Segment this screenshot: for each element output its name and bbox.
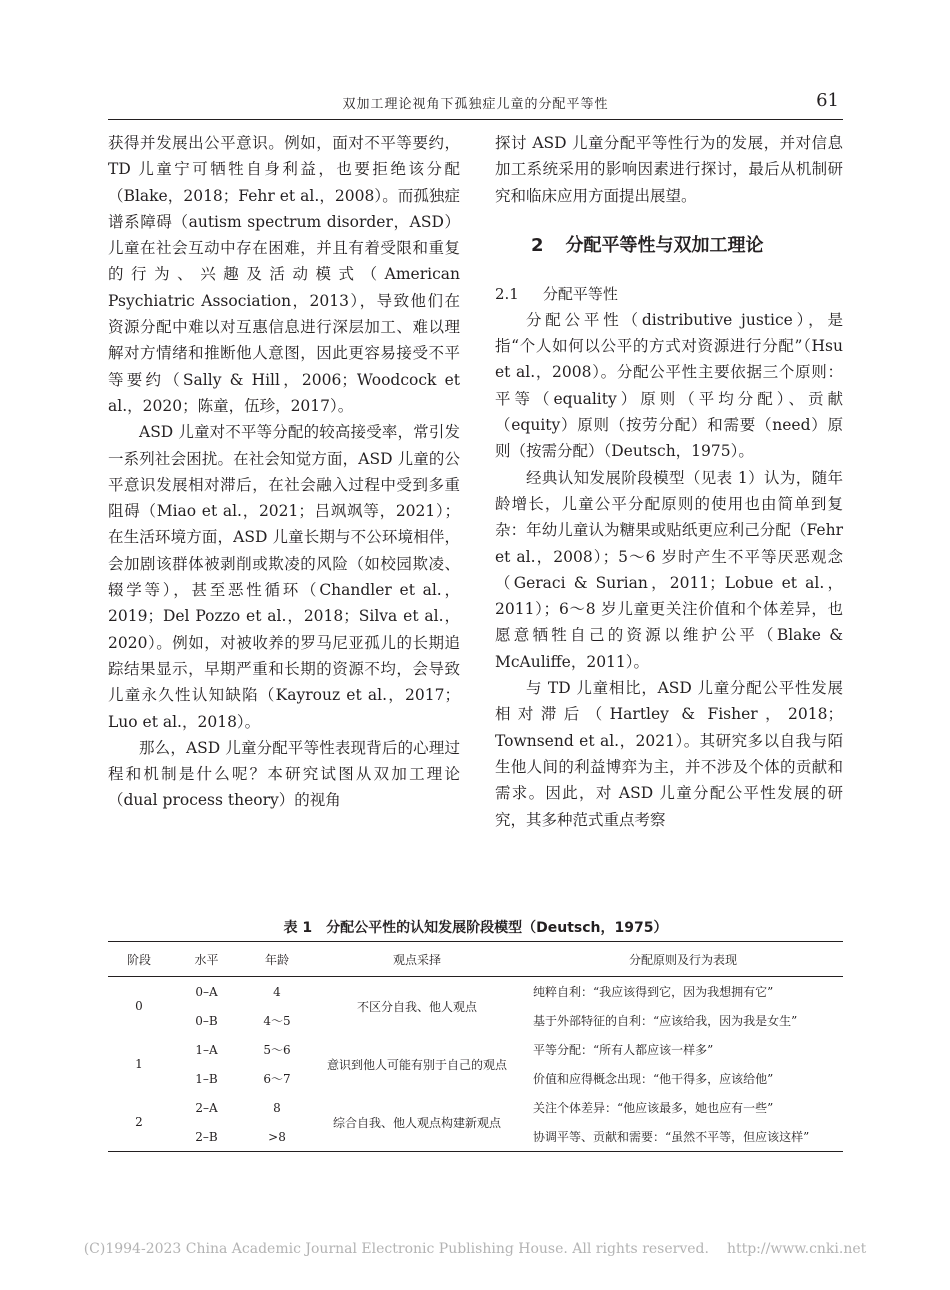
paragraph: 那么，ASD 儿童分配平等性表现背后的心理过程和机制是什么呢？本研究试图从双加工理论（dual process theory）的视角 <box>108 738 460 810</box>
principle-cell: 价值和应得概念出现：“他干得多，应该给他” <box>533 1072 774 1086</box>
stage-cell: 2 <box>108 1093 170 1152</box>
age-cell: >8 <box>243 1122 311 1152</box>
level-cell: 2–A <box>195 1100 218 1115</box>
page-number: 61 <box>816 90 839 111</box>
copyright-footer <box>0 1241 950 1257</box>
running-title: 双加工理论视角下孤独症儿童的分配平等性 <box>342 97 609 112</box>
age-cell: 8 <box>273 1100 281 1115</box>
table-title: 分配公平性的认知发展阶段模型（Deutsch，1975） <box>326 920 668 936</box>
subsection-number: 2.1 <box>495 284 519 303</box>
table-caption <box>108 917 843 937</box>
level-cell: 2–B <box>170 1122 243 1152</box>
level-cell: 0–B <box>195 1013 218 1028</box>
column-header: 水平 <box>170 942 243 977</box>
section-number: 2 <box>531 234 544 256</box>
section-title: 分配平等性与双加工理论 <box>565 234 764 256</box>
principle-cell: 平等分配：“所有人都应该一样多” <box>533 1043 714 1057</box>
perspective-cell: 不区分自我、他人观点 <box>356 999 477 1014</box>
paragraph: 经典认知发展阶段模型（见表 1）认为，随年龄增长，儿童公平分配原则的使用也由简单到复杂：年幼儿童认为糖果或贴纸更应利己分配（Fehr et al.，2008）；5～6 岁时产生不平等厌恶观念（Geraci & Surian，2011；Lobue et al.，2011）；6～8 岁儿童更关注价值和个体差异，也愿意牺牲自己的资源以维护公平（Blake & McAuliffe，2011）。 <box>495 468 843 671</box>
level-cell: 1–A <box>195 1042 218 1057</box>
table-label: 表 1 <box>283 920 313 936</box>
table-row <box>108 1093 843 1122</box>
table-header-row <box>108 942 843 977</box>
perspective-cell: 意识到他人可能有别于自己的观点 <box>326 1057 507 1072</box>
perspective-cell: 综合自我、他人观点构建新观点 <box>311 1093 523 1152</box>
column-header: 分配原则及行为表现 <box>523 942 843 977</box>
age-cell: 4～5 <box>263 1014 291 1028</box>
column-header: 年龄 <box>243 942 311 977</box>
left-column <box>108 130 460 814</box>
age-cell: 4 <box>273 984 281 999</box>
principle-cell: 协调平等、贡献和需要：“虽然不平等，但应该这样” <box>523 1122 843 1152</box>
stage-cell: 0 <box>135 999 143 1013</box>
stage-model-table <box>108 941 843 1152</box>
level-cell: 0–A <box>195 984 218 999</box>
principle-cell: 基于外部特征的自利：“应该给我，因为我是女生” <box>533 1014 798 1028</box>
table-row <box>108 977 843 1007</box>
stage-cell: 1 <box>135 1057 143 1071</box>
subsection-title: 分配平等性 <box>542 284 618 303</box>
level-cell: 1–B <box>195 1071 218 1086</box>
footer-link[interactable]: http://www.cnki.net <box>726 1241 867 1257</box>
section-heading <box>495 233 843 259</box>
paragraph: 与 TD 儿童相比，ASD 儿童分配公平性发展相对滞后（Hartley & Fisher，2018；Townsend et al.，2021）。其研究多以自我与陌生他人间的利益博弈为主，并不涉及个体的贡献和需求。因此，对 ASD 儿童分配公平性发展的研究，其多种范式重点考察 <box>495 679 843 829</box>
column-header: 阶段 <box>108 942 170 977</box>
paragraph: 获得并发展出公平意识。例如，面对不平等要约，TD 儿童宁可牺牲自身利益，也要拒绝该分配（Blake，2018；Fehr et al.，2008）。而孤独症谱系障碍（autism spectrum disorder，ASD）儿童在社会互动中存在困难，并且有着受限和重复的行为、兴趣及活动模式（American Psychiatric Association，2013），导致他们在资源分配中难以对互惠信息进行深层加工、难以理解对方情绪和推断他人意图，因此更容易接受不平等要约（Sally & Hill，2006；Woodcock et al.，2020；陈童，伍珍，2017）。 <box>108 134 460 415</box>
subsection-heading <box>495 281 843 307</box>
principle-cell: 关注个体差异：“他应该最多，她也应有一些” <box>533 1101 774 1115</box>
age-cell: 6～7 <box>263 1072 291 1086</box>
principle-cell: 纯粹自利：“我应该得到它，因为我想拥有它” <box>533 985 774 999</box>
paragraph: 探讨 ASD 儿童分配平等性行为的发展，并对信息加工系统采用的影响因素进行探讨，最后从机制研究和临床应用方面提出展望。 <box>495 134 843 205</box>
table-row <box>108 1035 843 1064</box>
paragraph: ASD 儿童对不平等分配的较高接受率，常引发一系列社会困扰。在社会知觉方面，ASD 儿童的公平意识发展相对滞后，在社会融入过程中受到多重阻碍（Miao et al.，2021；吕飒飒等，2021）；在生活环境方面，ASD 儿童长期与不公环境相伴，会加剧该群体被剥削或欺凌的风险（如校园欺凌、辍学等），甚至恶性循环（Chandler et al.，2019；Del Pozzo et al.，2018；Silva et al.，2020）。例如，对被收养的罗马尼亚孤儿的长期追踪结果显示，早期严重和长期的资源不均，会导致儿童永久性认知缺陷（Kayrouz et al.，2017；Luo et al.，2018）。 <box>108 423 460 731</box>
header-rule <box>108 119 843 120</box>
age-cell: 5～6 <box>263 1043 291 1057</box>
copyright-text: (C)1994-2023 China Academic Journal Electronic Publishing House. All rights reserved. <box>83 1241 709 1257</box>
right-column <box>495 130 843 833</box>
running-header <box>108 90 843 116</box>
column-header: 观点采择 <box>311 942 523 977</box>
paragraph: 分配公平性（distributive justice），是指“个人如何以公平的方式对资源进行分配”（Hsu et al.，2008）。分配公平性主要依据三个原则：平等（equality）原则（平均分配）、贡献（equity）原则（按劳分配）和需要（need）原则（按需分配）（Deutsch，1975）。 <box>495 310 843 461</box>
